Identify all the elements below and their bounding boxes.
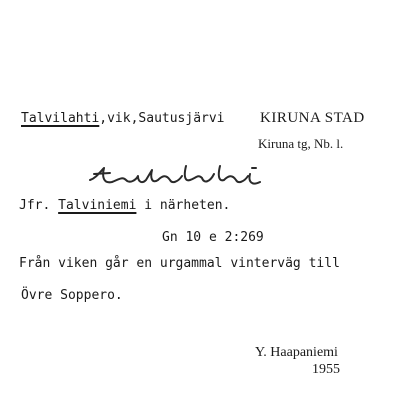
headword-line [21, 111, 225, 126]
headword-description: ,vik,Sautusjärvi [99, 111, 225, 126]
collector-name: Y. Haapaniemi [255, 345, 338, 360]
collection-reference: Kiruna tg, Nb. l. [258, 136, 344, 151]
collection-year: 1955 [312, 362, 340, 377]
map-reference: Gn 10 e 2:269 [162, 230, 264, 245]
reference-line [19, 198, 230, 213]
reference-name: Talviniemi [58, 198, 137, 213]
handwritten-pronunciation [86, 158, 266, 194]
reference-prefix: Jfr. [19, 198, 59, 213]
body-line-2: Övre Soppero. [21, 288, 123, 303]
collection-name: KIRUNA STAD [260, 110, 365, 126]
headword: Talvilahti [21, 111, 100, 126]
reference-suffix: i närheten. [136, 198, 231, 213]
body-line-1: Från viken går en urgammal vinterväg till [19, 256, 340, 271]
